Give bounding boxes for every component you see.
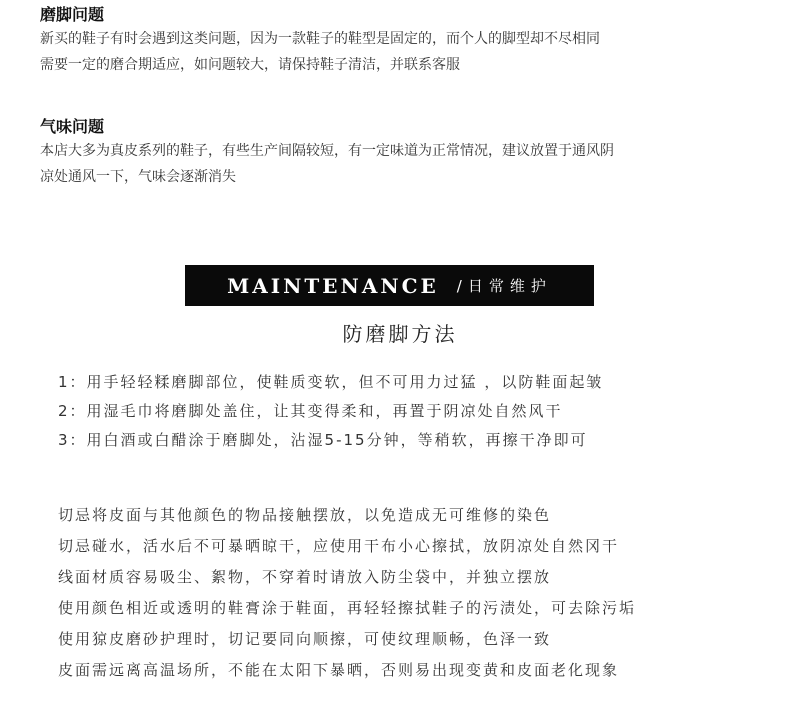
banner-slash: /	[456, 276, 462, 295]
faq-line: 需要一定的磨合期适应，如问题较大，请保持鞋子清洁，并联系客服	[40, 57, 460, 73]
faq-title: 磨脚问题	[40, 5, 105, 24]
faq-title: 气味问题	[40, 117, 105, 136]
note-item: 切忌碰水，活水后不可暴晒晾干，应使用干布小心擦拭，放阴凉处自然冈干	[58, 537, 620, 555]
note-item: 使用颜色相近或透明的鞋膏涂于鞋面，再轻轻擦拭鞋子的污渍处，可去除污垢	[58, 599, 637, 617]
note-item: 使用猄皮磨砂护理时，切记要同向顺擦，可使纹理顺畅，色泽一致	[58, 630, 552, 648]
banner-chinese-title: 日常维护	[467, 277, 552, 295]
faq-line: 凉处通风一下，气味会逐渐消失	[40, 169, 236, 185]
section-subtitle: 防磨脚方法	[342, 322, 458, 346]
note-item: 线面材质容易吸尘、絮物，不穿着时请放入防尘袋中，并独立摆放	[58, 568, 552, 586]
faq-line: 本店大多为真皮系列的鞋子，有些生产间隔较短，有一定味道为正常情况，建议放置于通风阴	[40, 143, 614, 159]
step-item: 3：用白酒或白醋涂于磨脚处，沾湿5-15分钟，等稍软，再擦干净即可	[58, 431, 588, 449]
care-notes-list	[58, 500, 798, 686]
steps-list	[58, 368, 798, 455]
step-item: 2：用湿毛巾将磨脚处盖住，让其变得柔和，再置于阴凉处自然风干	[58, 402, 563, 420]
faq-line: 新买的鞋子有时会遇到这类问题，因为一款鞋子的鞋型是固定的，而个人的脚型却不尽相同	[40, 31, 600, 47]
note-item: 切忌将皮面与其他颜色的物品接触摆放，以免造成无可维修的染色	[58, 506, 552, 524]
maintenance-banner	[185, 265, 594, 306]
faq-section-odor	[40, 116, 780, 190]
note-item: 皮面需远离高温场所，不能在太阳下暴晒，否则易出现变黄和皮面老化现象	[58, 661, 620, 679]
faq-section-foot-rubbing	[40, 4, 780, 78]
banner-english-title: MAINTENANCE	[227, 273, 439, 298]
step-item: 1：用手轻轻糅磨脚部位，使鞋质变软，但不可用力过猛 ，以防鞋面起皱	[58, 373, 604, 391]
